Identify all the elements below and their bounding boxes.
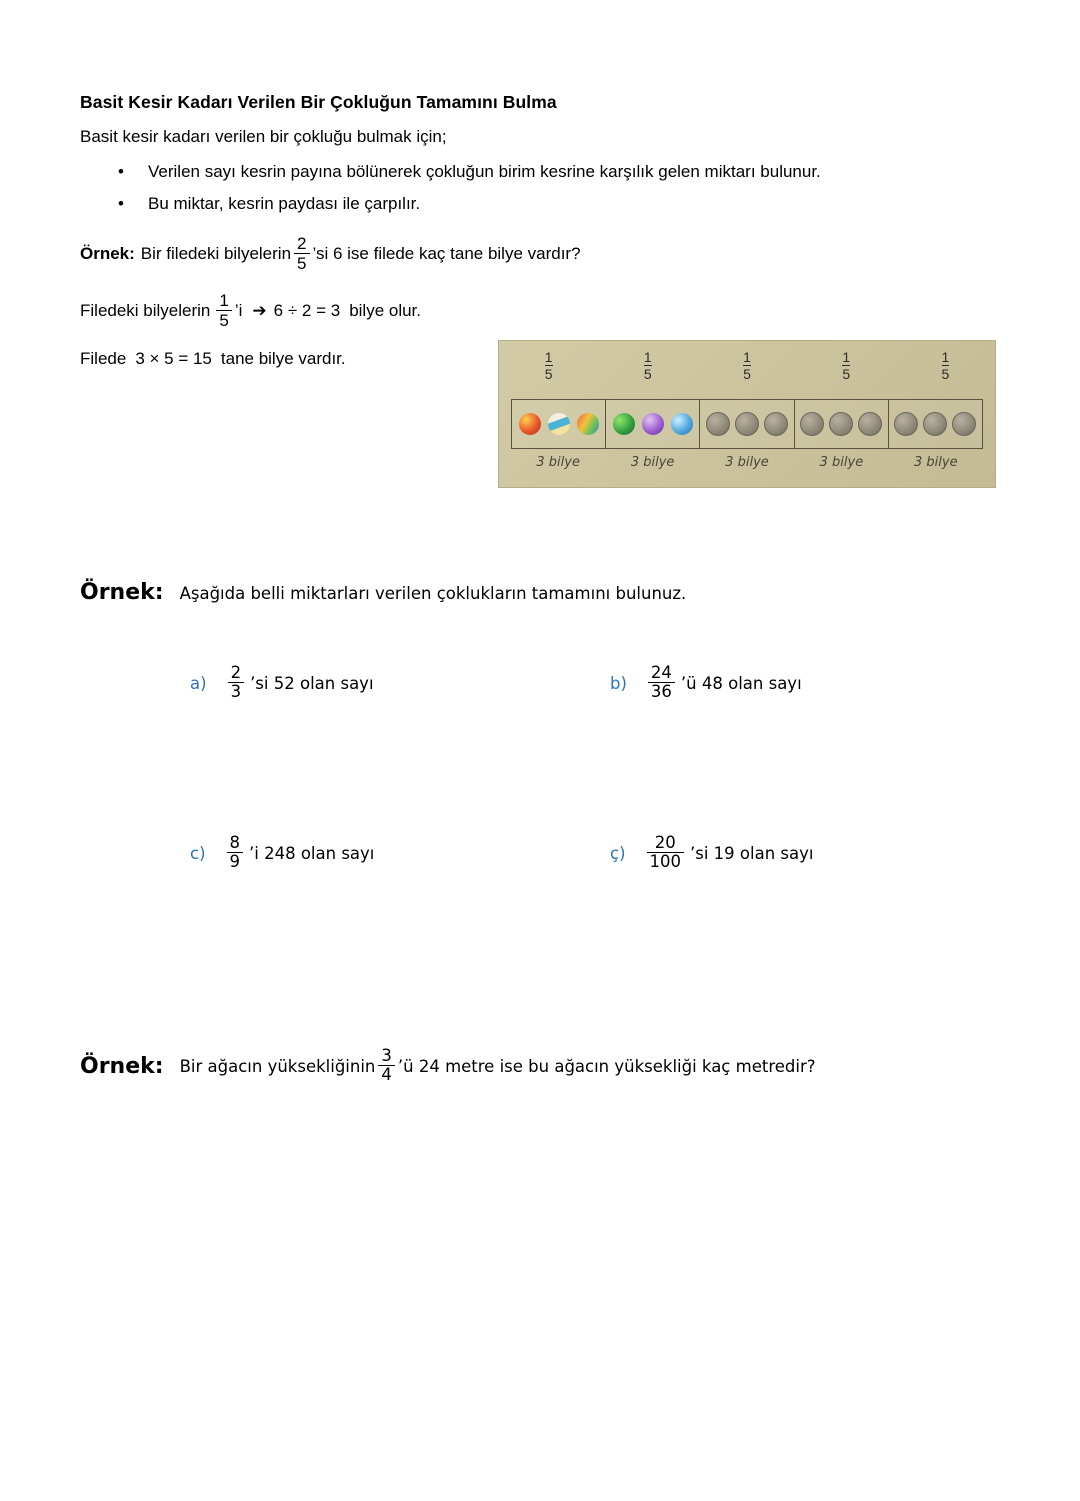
fraction-denominator: 100	[647, 852, 685, 871]
example-prompt: Aşağıda belli miktarları verilen çoklukların tamamını bulunuz.	[179, 584, 687, 603]
marble-icon	[952, 412, 976, 436]
fraction-denominator: 4	[378, 1065, 395, 1084]
fraction-24-36	[648, 664, 675, 702]
page-title: Basit Kesir Kadarı Verilen Bir Çokluğun Tamamını Bulma	[80, 92, 557, 112]
fraction-denominator: 5	[643, 366, 652, 383]
fraction-numerator: 2	[230, 662, 242, 682]
figure-fraction-cell	[797, 349, 896, 382]
figure-bar	[511, 399, 983, 449]
fraction-20-100	[647, 834, 685, 872]
fraction-numerator: 1	[743, 349, 751, 365]
fraction-1-5	[216, 291, 231, 330]
example-3-header	[80, 1048, 1000, 1086]
rules-list	[80, 157, 1000, 219]
marble-icon	[800, 412, 824, 436]
marble-icon	[923, 412, 947, 436]
solution-calculation: 3 × 5 = 15	[135, 348, 212, 368]
figure-segment	[512, 400, 606, 448]
fraction-3-4	[378, 1047, 395, 1085]
solution-calculation: 6 ÷ 2 = 3	[273, 301, 341, 321]
marble-icon	[642, 413, 664, 435]
fraction-denominator: 5	[544, 366, 553, 383]
example-3	[80, 1048, 1000, 1086]
marble-figure	[498, 340, 996, 488]
marble-icon	[735, 412, 759, 436]
marble-icon	[577, 413, 599, 435]
figure-segment-label: 3 bilye	[914, 455, 958, 470]
solution-text-before: Filede	[80, 348, 127, 368]
figure-segment	[795, 400, 889, 448]
figure-segment	[700, 400, 794, 448]
fraction-2-3	[228, 664, 245, 702]
figure-segment-label: 3 bilye	[819, 455, 864, 470]
item-marker: b)	[610, 674, 627, 694]
example-text-after: ’ü 24 metre ise bu ağacın yüksekliği kaç metredir?	[397, 1056, 816, 1076]
figure-segment-label: 3 bilye	[630, 455, 675, 470]
fraction-numerator: 1	[842, 349, 851, 365]
intro-paragraph: Basit kesir kadarı verilen bir çokluğu bulmak için;	[80, 127, 447, 146]
fraction-numerator: 8	[229, 832, 241, 852]
figure-segment-label: 3 bilye	[536, 455, 580, 470]
fraction-numerator: 1	[544, 349, 553, 365]
fraction-denominator: 5	[294, 253, 309, 273]
example-text-before: Bir ağacın yüksekliğinin	[179, 1056, 376, 1076]
fraction-1-5	[942, 349, 950, 382]
figure-fraction-cell	[598, 349, 697, 382]
example-2-header	[80, 580, 1000, 607]
figure-fraction-row	[499, 349, 995, 382]
rule-text: Verilen sayı kesrin payına bölünerek çokluğun birim kesrine karşılık gelen miktarı bulunur.	[148, 162, 821, 181]
marble-icon	[519, 413, 541, 435]
solution-text-before: Filedeki bilyelerin	[80, 301, 211, 321]
bullet-icon: •	[118, 193, 124, 213]
arrow-icon: ➔	[252, 301, 267, 321]
fraction-denominator: 5	[216, 310, 231, 330]
fraction-numerator: 1	[941, 349, 950, 365]
marble-icon	[858, 412, 882, 436]
fraction-1-5	[842, 349, 850, 382]
figure-labels-row	[511, 455, 983, 470]
fraction-numerator: 24	[650, 662, 672, 682]
fraction-numerator: 20	[654, 832, 676, 852]
fraction-denominator: 36	[648, 682, 675, 701]
fraction-denominator: 5	[842, 366, 851, 383]
question-item-b	[610, 662, 802, 703]
figure-fraction-cell	[697, 349, 796, 382]
item-text: ’ü 48 olan sayı	[680, 674, 802, 694]
fraction-denominator: 9	[227, 852, 244, 871]
marble-icon	[706, 412, 730, 436]
list-item	[118, 157, 938, 187]
example-text-before: Bir filedeki bilyelerin	[140, 244, 292, 264]
fraction-numerator: 3	[381, 1046, 392, 1065]
solution-text-after: tane bilye vardır.	[220, 348, 346, 368]
example-2-items-row-2	[80, 807, 1000, 872]
fraction-1-5	[644, 349, 652, 382]
fraction-8-9	[227, 834, 244, 872]
example-label: Örnek:	[80, 580, 164, 605]
item-marker: c)	[190, 844, 206, 864]
rule-text: Bu miktar, kesrin paydası ile çarpılır.	[148, 193, 421, 213]
fraction-1-5	[743, 349, 751, 382]
fraction-numerator: 1	[219, 290, 229, 310]
solution-text-after: ’i	[234, 301, 243, 321]
example-2-items-row-1	[80, 637, 1000, 702]
example-text-after: ’si 6 ise filede kaç tane bilye vardır?	[312, 244, 581, 264]
item-text: ’si 19 olan sayı	[690, 844, 814, 864]
fraction-denominator: 3	[228, 682, 245, 701]
example-label: Örnek:	[80, 1054, 164, 1080]
figure-segment	[606, 400, 700, 448]
bullet-icon: •	[118, 162, 124, 181]
item-marker: a)	[190, 674, 207, 694]
fraction-numerator: 1	[643, 349, 652, 365]
solution-line-1	[80, 292, 1000, 331]
figure-segment	[889, 400, 982, 448]
figure-fraction-cell	[896, 349, 995, 382]
example-2	[80, 580, 1000, 872]
fraction-numerator: 2	[297, 233, 307, 253]
question-item-c	[190, 832, 375, 873]
item-marker: ç)	[610, 844, 626, 864]
solution-unit: bilye olur.	[349, 301, 422, 321]
item-text: ’si 52 olan sayı	[250, 674, 374, 694]
figure-fraction-cell	[499, 349, 598, 382]
example-1	[80, 235, 1000, 274]
marble-icon	[894, 412, 918, 436]
fraction-denominator: 5	[941, 366, 950, 383]
marble-icon	[671, 413, 693, 435]
marble-icon	[764, 412, 788, 436]
fraction-denominator: 5	[743, 366, 751, 383]
question-item-c-cedilla	[610, 832, 814, 873]
question-item-a	[190, 662, 374, 703]
marble-icon	[613, 413, 635, 435]
marble-icon	[548, 413, 570, 435]
fraction-2-5	[294, 234, 309, 273]
fraction-1-5	[545, 349, 553, 382]
example-label: Örnek:	[80, 244, 135, 264]
list-item	[118, 189, 938, 219]
figure-segment-label: 3 bilye	[725, 455, 769, 470]
marble-icon	[829, 412, 853, 436]
item-text: ’i 248 olan sayı	[249, 844, 375, 864]
